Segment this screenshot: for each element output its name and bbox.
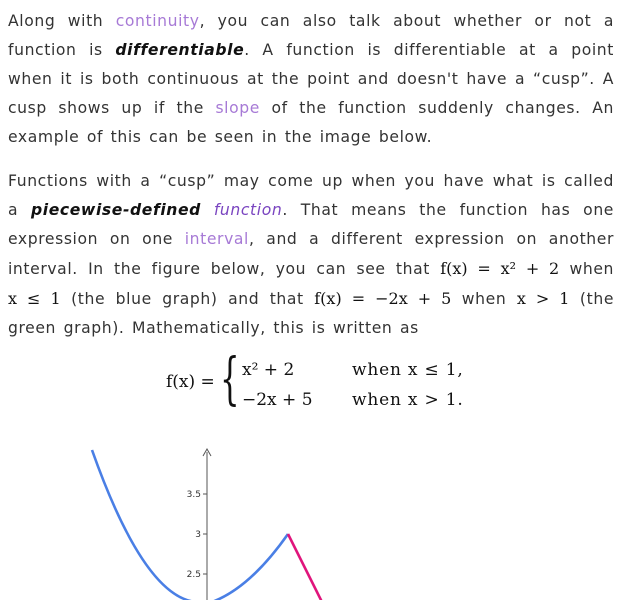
math-condition-case1: x ≤ 1 [8, 289, 61, 308]
parabola-curve-right [212, 534, 288, 600]
case1-expression: x² + 2 [242, 360, 295, 380]
case2-condition: when x > 1. [352, 390, 464, 410]
y-tick-label: 2.5 [186, 570, 201, 580]
cusp-graph [0, 440, 620, 600]
text-run: . That means the function has one expression on one [8, 201, 614, 248]
link-continuity[interactable]: continuity [115, 12, 200, 30]
term-piecewise-defined: piecewise-defined [31, 201, 201, 219]
text-run: when [451, 290, 517, 308]
text-run: Along with [8, 12, 116, 30]
equation-lhs: f(x) = [166, 372, 215, 392]
paragraph-differentiability [8, 7, 614, 152]
text-run: , and a different expression on another interval. In the figure below, you can see that [8, 230, 614, 278]
term-differentiable: differentiable [115, 41, 245, 59]
link-slope[interactable]: slope [215, 99, 260, 117]
text-run: Functions with a “cusp” may come up when you have what is called a [8, 172, 614, 219]
math-condition-case2: x > 1 [516, 289, 570, 308]
case2-expression: −2x + 5 [242, 390, 313, 410]
link-function[interactable]: function [213, 201, 283, 219]
text-run: , you can also talk about whether or not a function is [8, 12, 614, 59]
link-interval[interactable]: interval [184, 230, 249, 248]
left-brace-icon: { [220, 347, 240, 412]
text-run: (the green graph). Mathematically, this is written as [8, 290, 615, 337]
text-run: . A function is differentiable at a point when it is both continuous at the point and doesn't have a “cusp”. A cusp shows up if the [8, 41, 614, 117]
text-run: when [559, 260, 614, 278]
y-tick-label: 3 [195, 530, 201, 540]
text-run: of the function suddenly changes. An example of this can be seen in the image below. [8, 99, 615, 146]
y-tick-label: 3.5 [186, 490, 201, 500]
paragraph-piecewise [8, 167, 614, 343]
math-f-case2: f(x) = −2x + 5 [314, 289, 452, 308]
math-f-case1: f(x) = x² + 2 [440, 259, 560, 278]
linear-segment [288, 534, 322, 600]
text-run: (the blue graph) and that [60, 290, 315, 308]
case1-condition: when x ≤ 1, [352, 360, 464, 380]
